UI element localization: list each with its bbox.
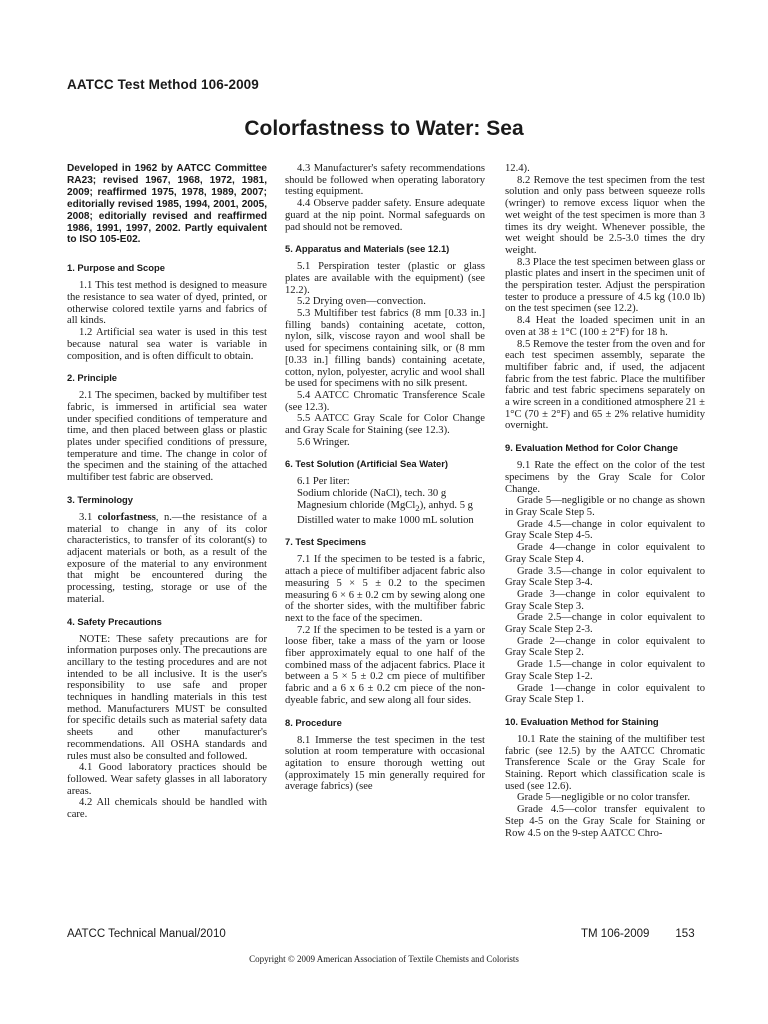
footer-manual: AATCC Technical Manual/2010	[67, 928, 226, 940]
paragraph-5-5: 5.5 AATCC Gray Scale for Color Change and Gray Scale for Staining (see 12.3).	[285, 413, 485, 437]
chem-subscript: 2	[415, 502, 420, 513]
section-heading-principle: 2. Principle	[67, 372, 118, 384]
paragraph-8-1: 8.1 Immerse the test specimen in the test solution at room temperature with occasional agitation to ensure thorough wetting out (approximately 15 min generally required for average fabrics) (see	[285, 734, 485, 793]
column-3	[505, 163, 705, 839]
paragraph-8-2: 8.2 Remove the test specimen from the test solution and only pass between squeeze rolls (wringer) to remove excess liquor when the wet weight of the test specimen is more than 3 times its dry weight. Whenever possible, the wet weight should be 2.5-3.0 times the dry weight.	[505, 174, 705, 256]
staining-grade-4-5: Grade 4.5—color transfer equivalent to Step 4-5 on the Gray Scale for Staining or Row 4.5 on the 9-step AATCC Chro-	[505, 804, 705, 839]
paragraph-8-3: 8.3 Place the test specimen between glass or plastic plates and insert in the specimen unit of the perspiration tester. Adjust the perspiration tester to produce a pressure of 4.5 kg (10.0 lb) on the test specimen (see 12.2).	[505, 256, 705, 315]
paragraph-4-3: 4.3 Manufacturer's safety recommendations should be followed when operating laboratory testing equipment.	[285, 163, 485, 198]
footer-test-method	[581, 928, 695, 940]
paragraph-9-1: 9.1 Rate the effect on the color of the test specimens by the Gray Scale for Color Change.	[505, 460, 705, 495]
chemical-distilled-water: Distilled water to make 1000 mL solution	[297, 514, 474, 526]
grade-4: Grade 4—change in color equivalent to Gray Scale Step 4.	[505, 542, 705, 565]
copyright-notice: Copyright © 2009 American Association of Textile Chemists and Colorists	[249, 954, 519, 964]
paragraph-5-2: 5.2 Drying oven—convection.	[297, 296, 426, 308]
staining-grade-5: Grade 5—negligible or no color transfer.	[517, 792, 690, 804]
column-1	[67, 163, 267, 821]
development-history: Developed in 1962 by AATCC Committee RA23; revised 1967, 1968, 1972, 1981, 2009; reaffirmed 1975, 1978, 1989, 2007; editorially revised 1985, 1994, 2001, 2005, 2008; editorially revised and reaffirmed 1986, 1991, 1997, 2002. Partly equivalent to ISO 105-E02.	[67, 163, 267, 246]
paragraph-5-3: 5.3 Multifiber test fabrics (8 mm [0.33 in.] filling bands) containing acetate, cotton, nylon, silk, viscose rayon and wool shall be used for specimens containing silk, or (8 mm [0.33 in.] filling bands) containing acetate, cotton, nylon, polyester, acrylic and wool shall be used for specimens with no silk present.	[285, 308, 485, 390]
paragraph-4-1: 4.1 Good laboratory practices should be followed. Wear safety glasses in all laboratory areas.	[67, 762, 267, 797]
document-title: Colorfastness to Water: Sea	[244, 117, 524, 140]
page-number: 153	[675, 928, 695, 940]
safety-note: NOTE: These safety precautions are for information purposes only. The precautions are ancillary to the testing procedures and are not intended to be all inclusive. It is the user's responsibility to use safe and proper techniques in handling materials in this test method. Manufacturers MUST be consulted for specific details such as material safety data sheets and other manufacturer's recommendations. All OSHA standards and rules must also be consulted and followed.	[67, 633, 267, 762]
chemical-magnesium-chloride	[285, 500, 485, 515]
paragraph-5-4: 5.4 AATCC Chromatic Transference Scale (see 12.3).	[285, 389, 485, 413]
section-heading-apparatus: 5. Apparatus and Materials (see 12.1)	[285, 243, 450, 255]
term-definition: , n.—the resistance of a material to change in any of its color characteristics, to transfer of its colorant(s) to adjacent materials or both, as a result of the exposure of the material to any environment that might be encountered during the processing, testing, storage or use of the material.	[67, 511, 267, 605]
grade-4-5: Grade 4.5—change in color equivalent to Gray Scale Step 4-5.	[505, 518, 705, 542]
paragraph-4-2: 4.2 All chemicals should be handled with care.	[67, 797, 267, 821]
paragraph-1-2: 1.2 Artificial sea water is used in this test because natural sea water is variable in composition, and is often difficult to obtain.	[67, 327, 267, 362]
paragraph-8-5: 8.5 Remove the tester from the oven and for each test specimen assembly, separate the multifiber fabric and, if used, the adjacent fabric from the test fabric. Place the multifiber fabric and test fabric specimens separately on a wire screen in a conditioned atmosphere 21 ± 1°C (70 ± 2°F) and 65 ± 2% relative humidity overnight.	[505, 338, 705, 432]
grade-3: Grade 3—change in color equivalent to Gray Scale Step 3.	[505, 588, 705, 612]
paragraph-10-1: 10.1 Rate the staining of the multifiber test fabric (see 12.5) by the AATCC Chromatic Transference Scale or the Gray Scale for Staining. Report which classification scale is used (see 12.6).	[505, 733, 705, 792]
section-heading-staining: 10. Evaluation Method for Staining	[505, 715, 659, 727]
paragraph-2-1: 2.1 The specimen, backed by multifiber test fabric, is immersed in artificial sea water under specified conditions of temperature and time, and then placed between glass or plastic plates under specified conditions of pressure, temperature and time. The change in color of the specimen and the staining of the attached multifiber test fabric are observed.	[67, 390, 267, 484]
section-heading-purpose: 1. Purpose and Scope	[67, 262, 165, 274]
test-method-number: AATCC Test Method 106-2009	[67, 77, 259, 92]
chem-text-end: ), anhyd. 5 g	[419, 499, 473, 511]
grade-2-5: Grade 2.5—change in color equivalent to Gray Scale Step 2-3.	[505, 612, 705, 636]
paragraph-4-4: 4.4 Observe padder safety. Ensure adequate guard at the nip point. Normal safeguards on pad should not be removed.	[285, 198, 485, 233]
term-colorfastness: colorfastness	[97, 511, 156, 523]
section-heading-safety: 4. Safety Precautions	[67, 615, 162, 627]
section-heading-terminology: 3. Terminology	[67, 493, 133, 505]
grade-2: Grade 2—change in color equivalent to Gray Scale Step 2.	[505, 635, 705, 659]
footer-tm: TM 106-2009	[581, 928, 650, 940]
paragraph-1-1: 1.1 This test method is designed to measure the resistance to sea water of dyed, printed, or otherwise colored textile yarns and fabrics of all kinds.	[67, 280, 267, 327]
grade-3-5: Grade 3.5—change in color equivalent to Gray Scale Step 3-4.	[505, 565, 705, 589]
grade-5: Grade 5—negligible or no change as shown in Gray Scale Step 5.	[505, 495, 705, 518]
paragraph-8-4: 8.4 Heat the loaded specimen unit in an oven at 38 ± 1°C (100 ± 2°F) for 18 h.	[505, 315, 705, 338]
chemical-sodium-chloride: Sodium chloride (NaCl), tech. 30 g	[297, 488, 447, 500]
paragraph-7-1: 7.1 If the specimen to be tested is a fabric, attach a piece of multifiber adjacent fabric also measuring 5 × 5 ± 0.2 to the specimen measuring 6 × 6 ± 0.2 cm by sewing along one of the shorter sides, with the multifiber fabric next to the face of the specimen.	[285, 554, 485, 624]
chem-text: Magnesium chloride (MgCl	[297, 499, 416, 511]
paragraph-3-1	[67, 512, 267, 606]
section-heading-specimens: 7. Test Specimens	[285, 536, 367, 548]
paragraph-5-6: 5.6 Wringer.	[297, 436, 350, 448]
column-2	[285, 163, 485, 793]
section-heading-procedure: 8. Procedure	[285, 716, 342, 728]
grade-1: Grade 1—change in color equivalent to Gray Scale Step 1.	[505, 682, 705, 706]
paragraph-8-1-continued: 12.4).	[505, 163, 530, 174]
section-heading-test-solution: 6. Test Solution (Artificial Sea Water)	[285, 458, 449, 470]
paragraph-6-1: 6.1 Per liter:	[297, 476, 350, 488]
paragraph-5-1: 5.1 Perspiration tester (plastic or glass plates are available with the equipment) (see 12.2).	[285, 261, 485, 296]
term-number: 3.1	[79, 511, 98, 523]
section-heading-color-change: 9. Evaluation Method for Color Change	[505, 442, 678, 454]
grade-1-5: Grade 1.5—change in color equivalent to Gray Scale Step 1-2.	[505, 659, 705, 682]
paragraph-7-2: 7.2 If the specimen to be tested is a yarn or loose fiber, take a mass of the yarn or loose fiber approximately equal to one half of the combined mass of the adjacent fabrics. Place it between a 5 × 5 ± 0.2 cm piece of multifiber fabric and a 6 x 6 ± 0.2 cm piece of the non-dyeable fabric, and sew along all four sides.	[285, 624, 485, 706]
